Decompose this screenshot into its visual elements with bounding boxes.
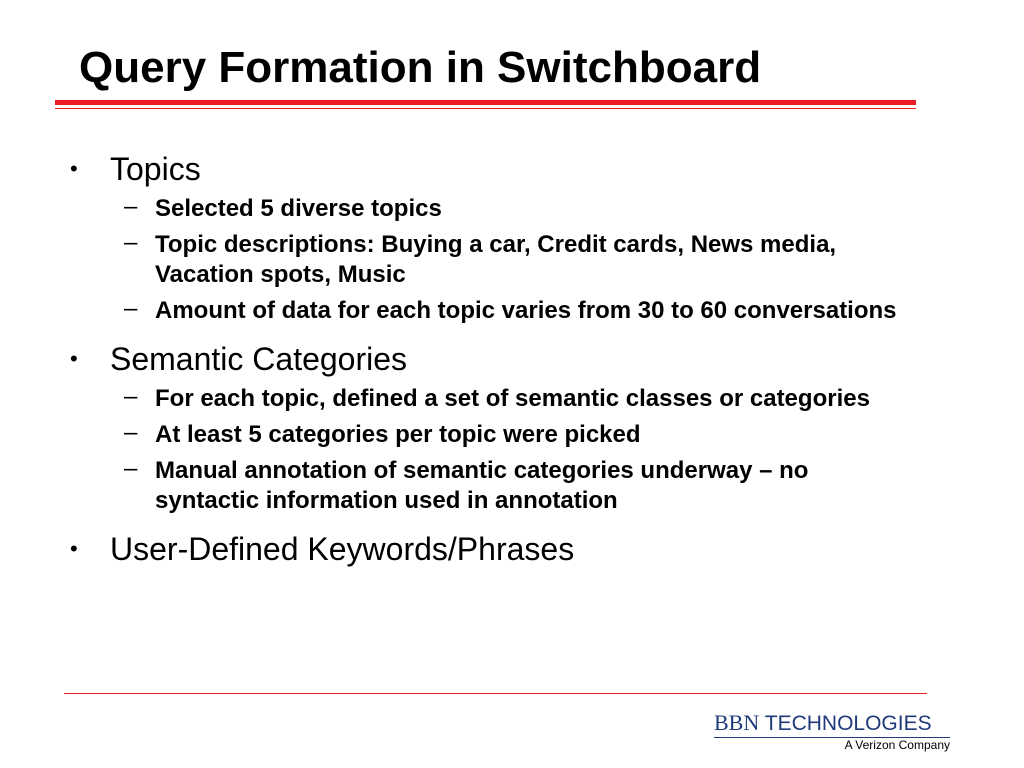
sub-bullet-text: Selected 5 diverse topics bbox=[155, 195, 442, 222]
bullet-group-topics bbox=[68, 150, 918, 326]
sub-bullet-item bbox=[68, 420, 918, 450]
sub-bullet-text: For each topic, defined a set of semantic classes or categories bbox=[155, 385, 870, 412]
bbn-technologies-logo bbox=[714, 710, 950, 754]
logo-wordmark bbox=[714, 710, 932, 736]
bullet-heading: Topics bbox=[110, 151, 201, 187]
sub-bullet-item bbox=[68, 194, 918, 224]
sub-bullet-text: Amount of data for each topic varies from 30 to 60 conversations bbox=[155, 297, 897, 324]
bullet-heading: User-Defined Keywords/Phrases bbox=[110, 531, 575, 567]
bullet-icon: • bbox=[70, 536, 78, 561]
dash-icon: – bbox=[124, 383, 138, 410]
bullet-list bbox=[68, 150, 918, 568]
logo-brand: BBN bbox=[714, 710, 760, 735]
dash-icon: – bbox=[124, 295, 138, 322]
sub-bullet-item bbox=[68, 384, 918, 414]
dash-icon: – bbox=[124, 455, 138, 482]
bullet-icon: • bbox=[70, 346, 78, 371]
dash-icon: – bbox=[124, 229, 138, 256]
dash-icon: – bbox=[124, 193, 138, 220]
bullet-group-semantic-categories bbox=[68, 340, 918, 516]
bullet-item bbox=[68, 530, 918, 568]
bullet-icon: • bbox=[70, 156, 78, 181]
logo-brand-suffix: TECHNOLOGIES bbox=[764, 712, 932, 735]
bullet-group-user-defined-keywords bbox=[68, 530, 918, 568]
sub-bullet-item bbox=[68, 456, 918, 516]
title-underline-thin bbox=[55, 108, 916, 109]
sub-bullet-item bbox=[68, 296, 918, 326]
sub-bullet-text: Manual annotation of semantic categories underway – no syntactic information used in annotation bbox=[155, 457, 809, 514]
sub-bullet-text: At least 5 categories per topic were picked bbox=[155, 421, 641, 448]
footer-divider bbox=[64, 693, 927, 694]
title-underline-thick bbox=[55, 100, 916, 105]
slide-title: Query Formation in Switchboard bbox=[79, 43, 762, 92]
logo-tagline: A Verizon Company bbox=[844, 738, 950, 752]
bullet-heading: Semantic Categories bbox=[110, 341, 408, 377]
dash-icon: – bbox=[124, 419, 138, 446]
bullet-item bbox=[68, 150, 918, 188]
bullet-item bbox=[68, 340, 918, 378]
sub-bullet-text: Topic descriptions: Buying a car, Credit cards, News media, Vacation spots, Music bbox=[155, 231, 837, 288]
sub-bullet-item bbox=[68, 230, 918, 290]
